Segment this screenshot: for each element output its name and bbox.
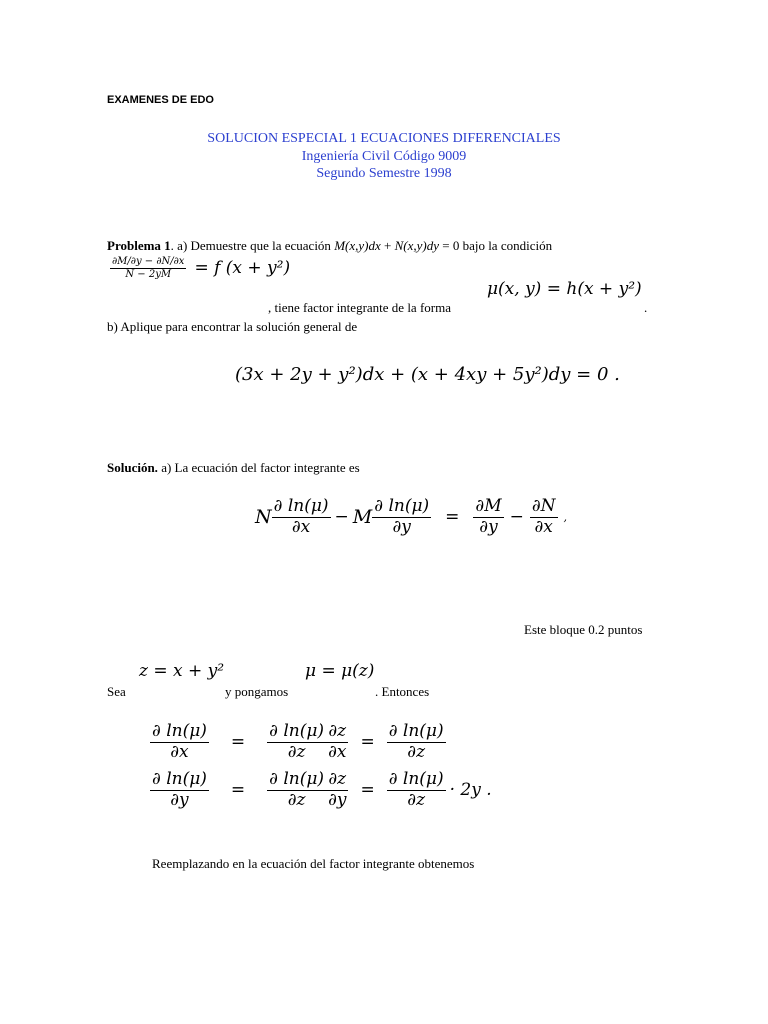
solution-intro: Solución. a) La ecuación del factor integrante es	[107, 460, 360, 475]
form-text: , tiene factor integrante de la forma	[268, 300, 451, 315]
main-equation: (3x + 2y + y²)dx + (x + 4xy + 5y²)dy = 0 .	[235, 364, 620, 385]
problem-statement: Problema 1. a) Demuestre que la ecuación M(x,y)dx + N(x,y)dy = 0 bajo la condición	[107, 238, 553, 253]
eq-N: N(x,y)dy	[394, 238, 439, 253]
form-equation: μ(x, y) = h(x + y²)	[487, 279, 642, 299]
title-line-2: Ingeniería Civil Código 9009	[301, 149, 467, 164]
z-definition: z = x + y²	[139, 661, 225, 681]
chain-rule-x: $\frac{\partial \ln(\mu)}{\partial x}$ = $\frac{\partial \ln(\mu)}{\partial z}$ $\frac{\partial z}{\partial x}$ = $\frac{\partial \ln(\mu)}{\partial z}$	[152, 721, 444, 762]
solution-label: Solución.	[107, 460, 158, 475]
entonces-text: . Entonces	[375, 684, 430, 699]
problem-label: Problema 1	[107, 238, 171, 253]
eq-M: M(x,y)dx	[334, 238, 381, 253]
document-header: EXAMENES DE EDO	[107, 94, 214, 106]
condition-formula: $\frac{\partial M/\partial y - \partial N/\partial x}{N - 2yM}$ = f (x + y²)	[112, 256, 291, 280]
mu-definition: μ = μ(z)	[305, 661, 375, 681]
integrating-factor-equation: N $\frac{\partial \ln(\mu)}{\partial x}$ − M $\frac{\partial \ln(\mu)}{\partial y}$ = $\frac{\partial M}{\partial y}$ − $\frac{\partial N}{\partial x}$ ,	[255, 496, 568, 537]
points-note: Este bloque 0.2 puntos	[524, 622, 643, 637]
chain-rule-y: $\frac{\partial \ln(\mu)}{\partial y}$ = $\frac{\partial \ln(\mu)}{\partial z}$ $\frac{\partial z}{\partial y}$ = $\frac{\partial \ln(\mu)}{\partial z}$ · 2y .	[152, 769, 492, 810]
part-b-text: b) Aplique para encontrar la solución general de	[107, 319, 358, 334]
reemplazando-text: Reemplazando en la ecuación del factor integrante obtenemos	[152, 856, 475, 871]
title-line-1: SOLUCION ESPECIAL 1 ECUACIONES DIFERENCIALES	[207, 131, 561, 146]
sea-text: Sea	[107, 684, 126, 699]
title-line-3: Segundo Semestre 1998	[316, 166, 452, 181]
pongamos-text: y pongamos	[225, 684, 289, 699]
